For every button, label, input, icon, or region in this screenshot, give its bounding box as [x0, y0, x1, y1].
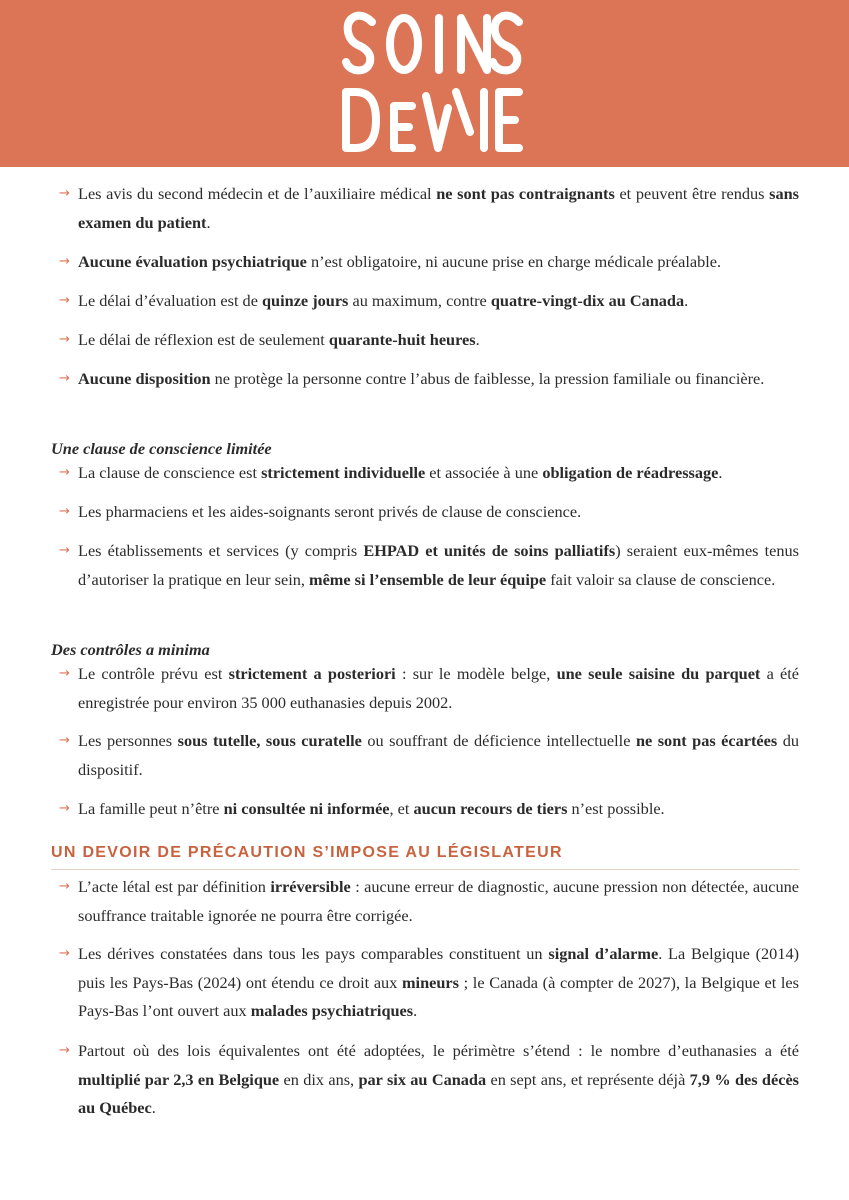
bullet-item	[59, 873, 799, 930]
plain-text: du dispositif.	[78, 731, 799, 779]
plain-text: , et	[389, 799, 414, 818]
plain-text: .	[684, 291, 689, 310]
emphasis-text: strictement individuelle	[261, 463, 426, 482]
plain-text: . La Belgique (2014) puis les Pays-Bas (2024) ont étendu ce droit aux	[78, 944, 800, 992]
plain-text: Les avis du second médecin et de l’auxiliaire médical	[78, 184, 437, 203]
arrow-bullet-icon: →	[59, 666, 70, 681]
arrow-bullet-icon: →	[59, 801, 70, 816]
emphasis-text: obligation de réadressage	[542, 463, 719, 482]
plain-text: Les établissements et services (y compris	[78, 541, 364, 560]
plain-text: La famille peut n’être	[78, 799, 224, 818]
arrow-bullet-icon: →	[59, 332, 70, 347]
bullet-item	[59, 1037, 799, 1123]
arrow-bullet-icon: →	[59, 465, 70, 480]
arrow-bullet-icon: →	[59, 1043, 70, 1058]
bullet-text	[78, 940, 799, 1026]
plain-text: .	[413, 1001, 418, 1020]
plain-text: au maximum, contre	[348, 291, 491, 310]
bullet-text	[78, 180, 799, 237]
bullet-text	[78, 365, 799, 394]
bullet-item	[59, 287, 799, 316]
arrow-bullet-icon: →	[59, 879, 70, 894]
bullet-text	[78, 459, 799, 488]
bullet-text	[78, 537, 799, 594]
emphasis-text: mineurs	[402, 972, 459, 992]
bullet-text	[78, 795, 799, 824]
emphasis-text: par six au Canada	[358, 1069, 487, 1089]
plain-text: Les dérives constatées dans tous les pays comparables constituent un	[78, 944, 549, 963]
bullet-text	[78, 1037, 799, 1123]
arrow-bullet-icon: →	[59, 946, 70, 961]
section-divider	[51, 869, 799, 870]
emphasis-text: malades psychiatriques	[250, 1001, 414, 1020]
plain-text: n’est obligatoire, ni aucune prise en charge médicale préalable.	[306, 252, 722, 271]
emphasis-text: multiplié par 2,3 en Belgique	[78, 1069, 280, 1089]
emphasis-text: même si l’ensemble de leur équipe	[309, 569, 547, 589]
arrow-bullet-icon: →	[59, 733, 70, 748]
emphasis-text: quarante-huit heures	[328, 330, 476, 349]
emphasis-text: Aucune évaluation psychiatrique	[78, 252, 307, 271]
plain-text: Les pharmaciens et les aides-soignants seront privés de clause de conscience.	[78, 502, 582, 521]
plain-text: n’est possible.	[567, 799, 665, 818]
plain-text: L’acte létal est par définition	[78, 877, 271, 896]
bullet-text	[78, 498, 799, 527]
plain-text: a été enregistrée pour environ 35 000 euthanasies depuis 2002.	[78, 664, 800, 712]
plain-text: La clause de conscience est	[78, 463, 262, 482]
emphasis-text: aucun recours de tiers	[413, 799, 568, 818]
plain-text: et peuvent être rendus	[614, 184, 770, 203]
bullet-item	[59, 459, 799, 488]
emphasis-text: quinze jours	[262, 291, 349, 310]
plain-text: fait valoir sa clause de conscience.	[546, 569, 776, 589]
bullet-text	[78, 873, 799, 930]
plain-text: .	[718, 463, 723, 482]
emphasis-text: quatre-vingt-dix au Canada	[490, 291, 685, 310]
plain-text: ; le Canada (à compter de 2027), la Belgique et les Pays-Bas l’ont ouvert aux	[78, 972, 799, 1020]
plain-text: Le contrôle prévu est	[78, 664, 229, 683]
arrow-bullet-icon: →	[59, 543, 70, 558]
bullet-item	[59, 180, 799, 237]
plain-text: en sept ans, et représente déjà	[486, 1069, 690, 1089]
arrow-bullet-icon: →	[59, 293, 70, 308]
bullet-item	[59, 727, 799, 784]
arrow-bullet-icon: →	[59, 371, 70, 386]
bullet-text	[78, 248, 799, 277]
emphasis-text: strictement a posteriori	[228, 664, 396, 683]
plain-text: .	[475, 330, 480, 349]
emphasis-text: ne sont pas écartées	[635, 731, 778, 750]
plain-text: .	[151, 1098, 156, 1117]
bullet-item	[59, 498, 799, 527]
emphasis-text: sous tutelle, sous curatelle	[177, 731, 362, 750]
bullet-item	[59, 326, 799, 355]
plain-text: Le délai d’évaluation est de	[78, 291, 262, 310]
subheading: Une clause de conscience limitée	[51, 439, 272, 458]
emphasis-text: EHPAD et unités de soins palliatifs	[363, 541, 616, 560]
plain-text: ne protège la personne contre l’abus de faiblesse, la pression familiale ou financière.	[210, 369, 765, 388]
plain-text: Le délai de réflexion est de seulement	[78, 330, 329, 349]
plain-text: Les personnes	[78, 731, 178, 750]
bullet-item	[59, 248, 799, 277]
plain-text: Partout où des lois équivalentes ont été adoptées, le périmètre s’étend : le nombre d’euthanasies a été	[78, 1041, 799, 1060]
emphasis-text: sans examen du patient	[78, 184, 799, 232]
bullet-item	[59, 660, 799, 717]
bullet-item	[59, 940, 799, 1026]
soins-de-vie-logo	[0, 0, 849, 167]
plain-text: et associée à une	[425, 463, 543, 482]
bullet-text	[78, 287, 799, 316]
arrow-bullet-icon: →	[59, 186, 70, 201]
bullet-text	[78, 326, 799, 355]
plain-text: : sur le modèle belge,	[395, 664, 557, 683]
plain-text: ou souffrant de déficience intellectuelle	[361, 731, 636, 750]
emphasis-text: signal d’alarme	[548, 944, 659, 963]
bullet-item	[59, 365, 799, 394]
plain-text: .	[206, 212, 211, 232]
emphasis-text: Aucune disposition	[78, 369, 211, 388]
emphasis-text: 7,9 % des décès au Québec	[78, 1069, 800, 1117]
emphasis-text: irréversible	[270, 877, 351, 896]
bullet-text	[78, 660, 799, 717]
emphasis-text: ni consultée ni informée	[223, 799, 390, 818]
plain-text: ) seraient eux-mêmes tenus d’autoriser la pratique en leur sein,	[78, 541, 799, 589]
header-banner	[0, 0, 849, 167]
section-title: UN DEVOIR DE PRÉCAUTION S’IMPOSE AU LÉGISLATEUR	[51, 844, 563, 861]
bullet-text	[78, 727, 799, 784]
arrow-bullet-icon: →	[59, 504, 70, 519]
emphasis-text: une seule saisine du parquet	[556, 664, 761, 683]
emphasis-text: ne sont pas contraignants	[436, 184, 615, 203]
bullet-item	[59, 795, 799, 824]
plain-text: en dix ans,	[279, 1069, 359, 1089]
subheading: Des contrôles a minima	[51, 640, 210, 659]
plain-text: : aucune erreur de diagnostic, aucune pression non détectée, aucune souffrance traitable ignorée ne pourra être corrigée.	[78, 877, 799, 925]
bullet-item	[59, 537, 799, 594]
arrow-bullet-icon: →	[59, 254, 70, 269]
